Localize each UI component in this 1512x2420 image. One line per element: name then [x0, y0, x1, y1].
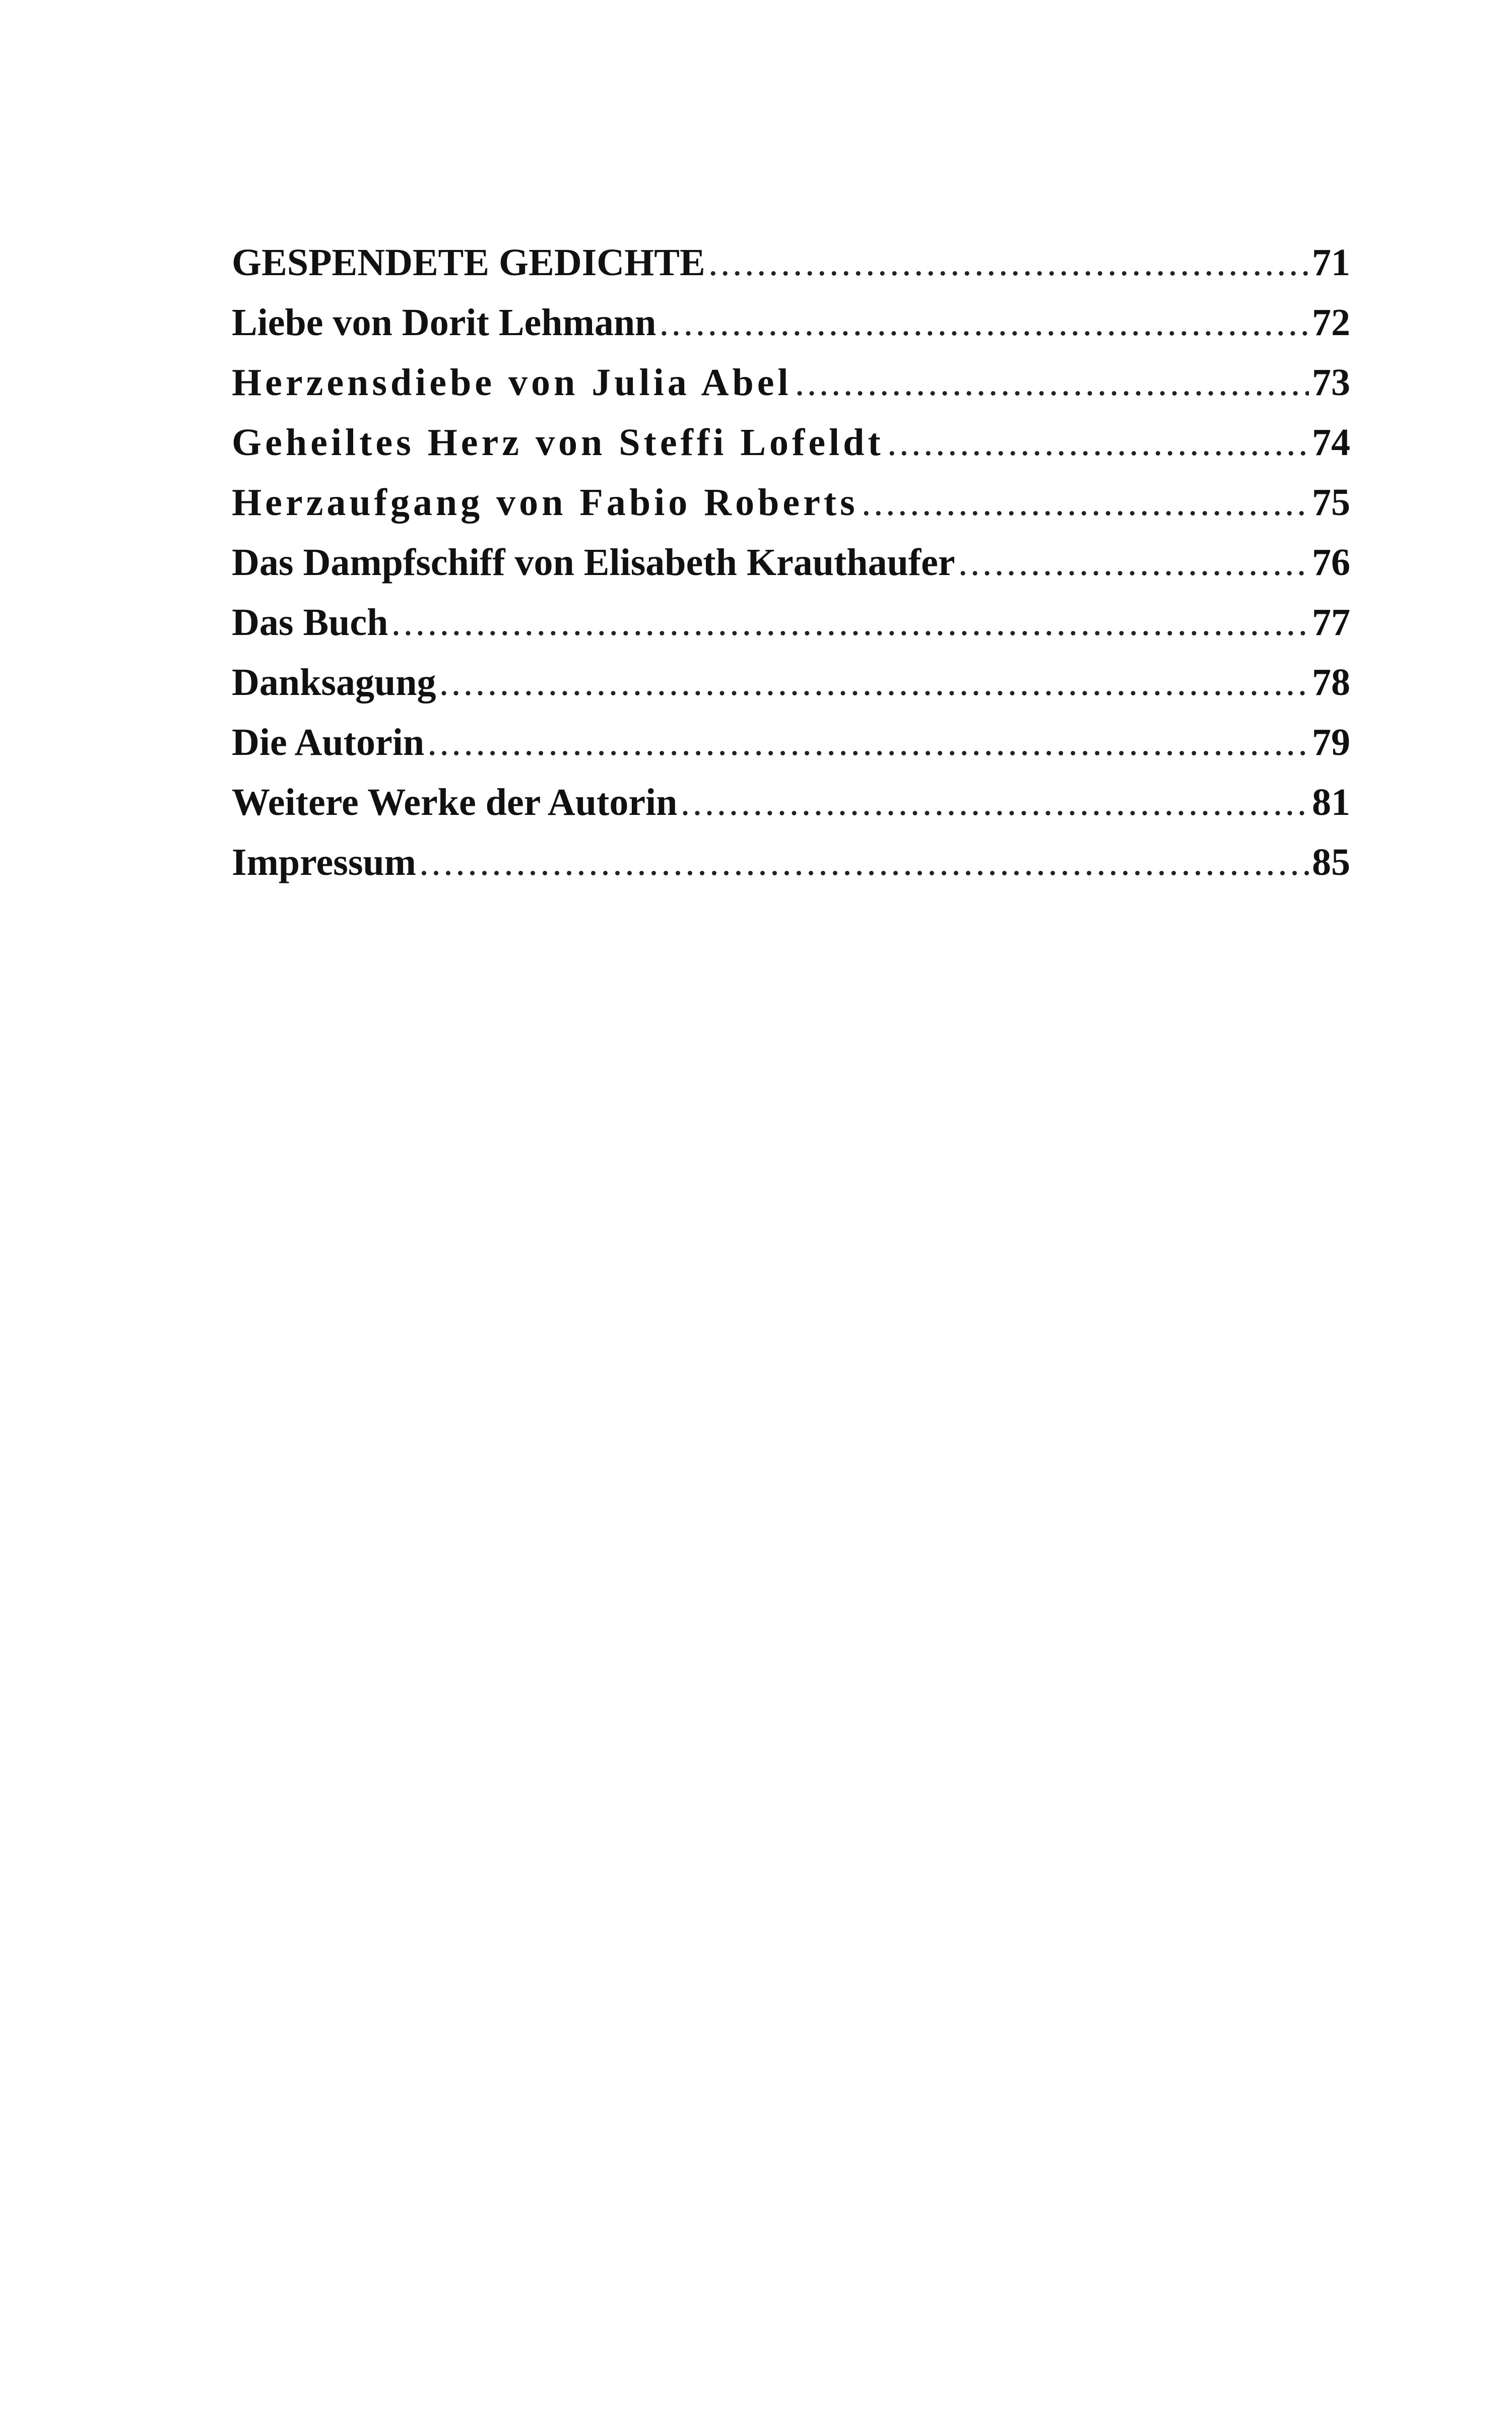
toc-dot-leader [887, 413, 1309, 473]
toc-dot-leader [391, 593, 1309, 653]
toc-dot-leader [795, 353, 1309, 413]
toc-entry-page: 72 [1312, 301, 1350, 344]
toc-dot-leader [708, 233, 1309, 293]
toc-entry-title: Die Autorin [232, 721, 425, 763]
toc-entry-title: GESPENDETE GEDICHTE [232, 241, 705, 284]
toc-entry [232, 773, 1350, 833]
toc-entry [232, 833, 1350, 893]
toc-entry-title: Weitere Werke der Autorin [232, 781, 678, 823]
toc-entry-page: 71 [1312, 241, 1350, 284]
toc-entry-title: Herzensdiebe von Julia Abel [232, 361, 792, 404]
toc-entry [232, 233, 1350, 293]
toc-dot-leader [427, 713, 1309, 773]
toc-entry [232, 473, 1350, 533]
toc-entry-page: 75 [1312, 481, 1350, 524]
toc-entry-title: Herzaufgang von Fabio Roberts [232, 481, 859, 524]
toc-entry-page: 85 [1312, 841, 1350, 883]
toc-entry-page: 76 [1312, 541, 1350, 584]
toc-entry-page: 73 [1312, 361, 1350, 404]
toc-entry-page: 77 [1312, 601, 1350, 644]
table-of-contents [232, 233, 1350, 893]
toc-entry-title: Geheiltes Herz von Steffi Lofeldt [232, 421, 884, 464]
toc-entry [232, 533, 1350, 593]
toc-dot-leader [439, 653, 1309, 713]
toc-dot-leader [680, 773, 1309, 833]
toc-entry [232, 353, 1350, 413]
toc-entry [232, 593, 1350, 653]
toc-dot-leader [419, 833, 1309, 893]
toc-entry-title: Impressum [232, 841, 416, 883]
toc-entry-title: Das Dampfschiff von Elisabeth Krauthaufer [232, 541, 955, 584]
toc-entry [232, 713, 1350, 773]
toc-dot-leader [659, 293, 1309, 353]
toc-entry [232, 653, 1350, 713]
toc-entry-page: 78 [1312, 661, 1350, 704]
toc-dot-leader [862, 473, 1309, 533]
toc-entry-page: 81 [1312, 781, 1350, 823]
toc-entry-page: 79 [1312, 721, 1350, 763]
toc-entry [232, 293, 1350, 353]
toc-entry-title: Das Buch [232, 601, 388, 644]
toc-entry-title: Danksagung [232, 661, 436, 704]
toc-entry-title: Liebe von Dorit Lehmann [232, 301, 656, 344]
toc-entry [232, 413, 1350, 473]
toc-dot-leader [958, 533, 1309, 593]
toc-entry-page: 74 [1312, 421, 1350, 464]
